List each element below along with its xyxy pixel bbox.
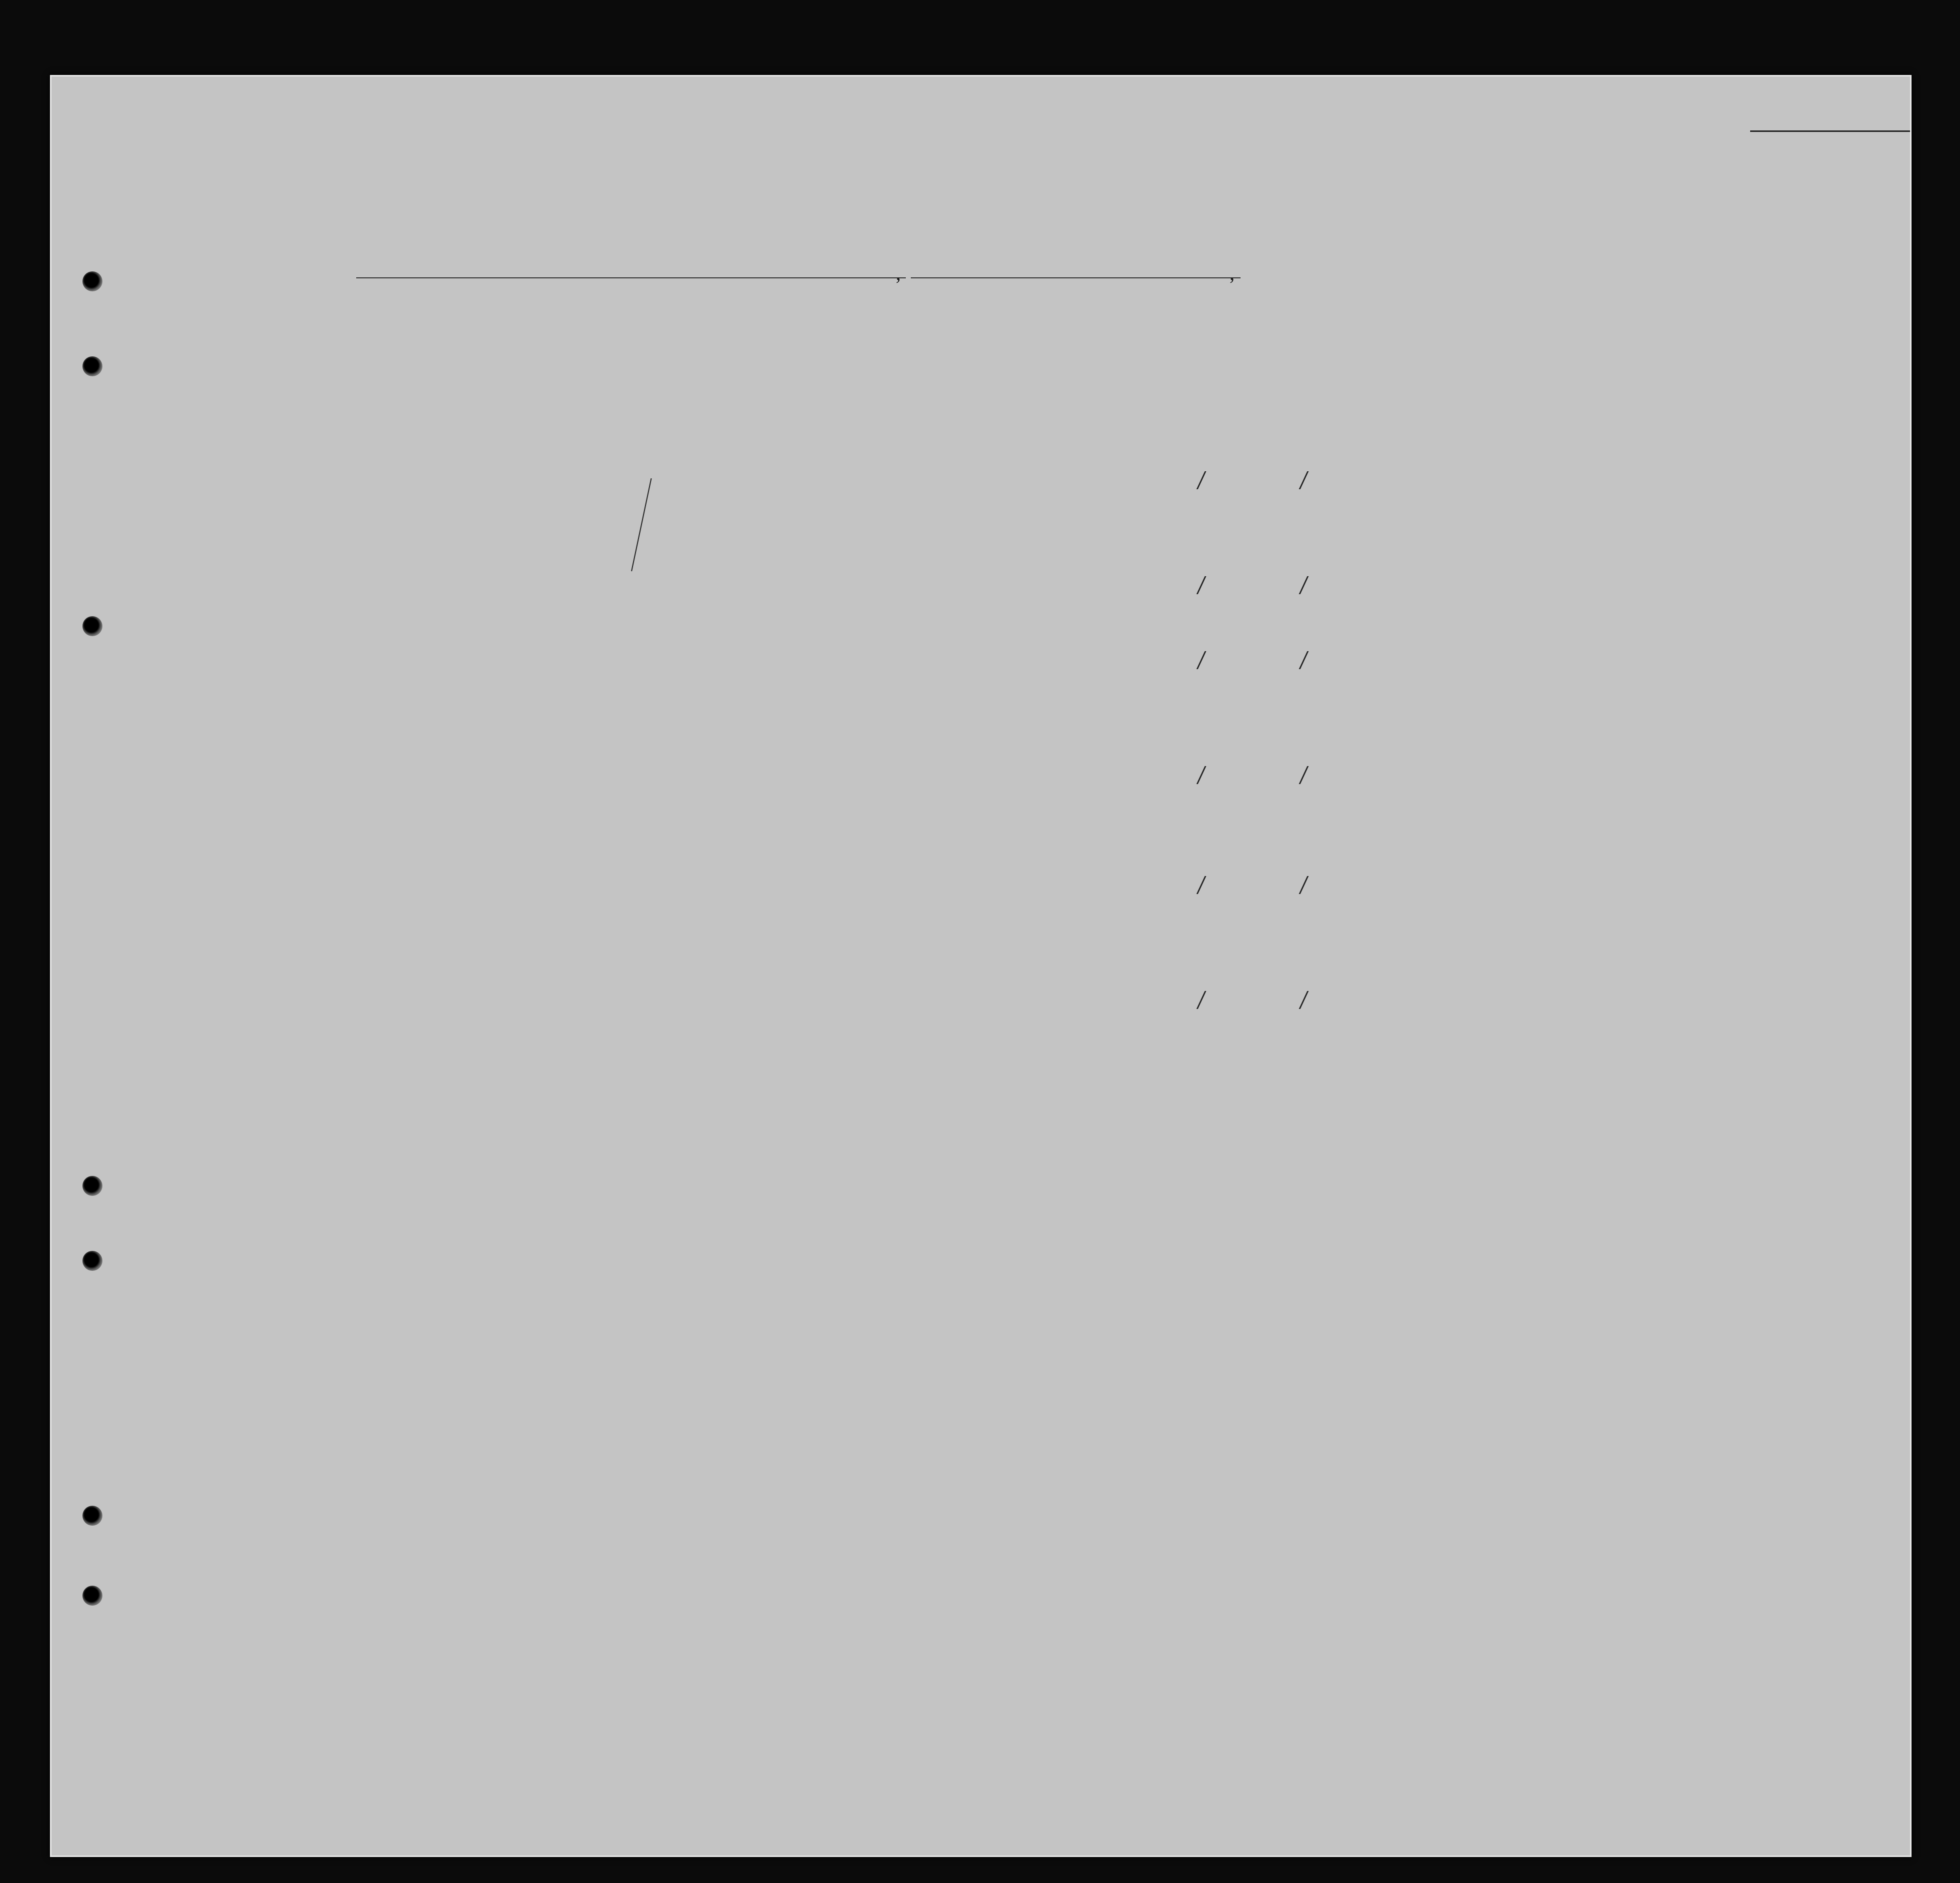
- comma: ,: [1230, 262, 1235, 284]
- manifest-sheet: [50, 75, 1912, 1857]
- comma: ,: [896, 262, 901, 284]
- binding-hole-icon: [82, 1586, 102, 1606]
- date-line: [911, 277, 1241, 278]
- binding-hole-icon: [82, 1251, 102, 1271]
- list-underline: [1750, 130, 1912, 132]
- binding-hole-icon: [82, 616, 102, 636]
- binding-hole-icon: [82, 271, 102, 291]
- port-line: [356, 277, 906, 278]
- form-grid: [51, 76, 1910, 1856]
- binding-hole-icon: [82, 356, 102, 376]
- binding-hole-icon: [82, 1506, 102, 1526]
- binding-hole-icon: [82, 1176, 102, 1196]
